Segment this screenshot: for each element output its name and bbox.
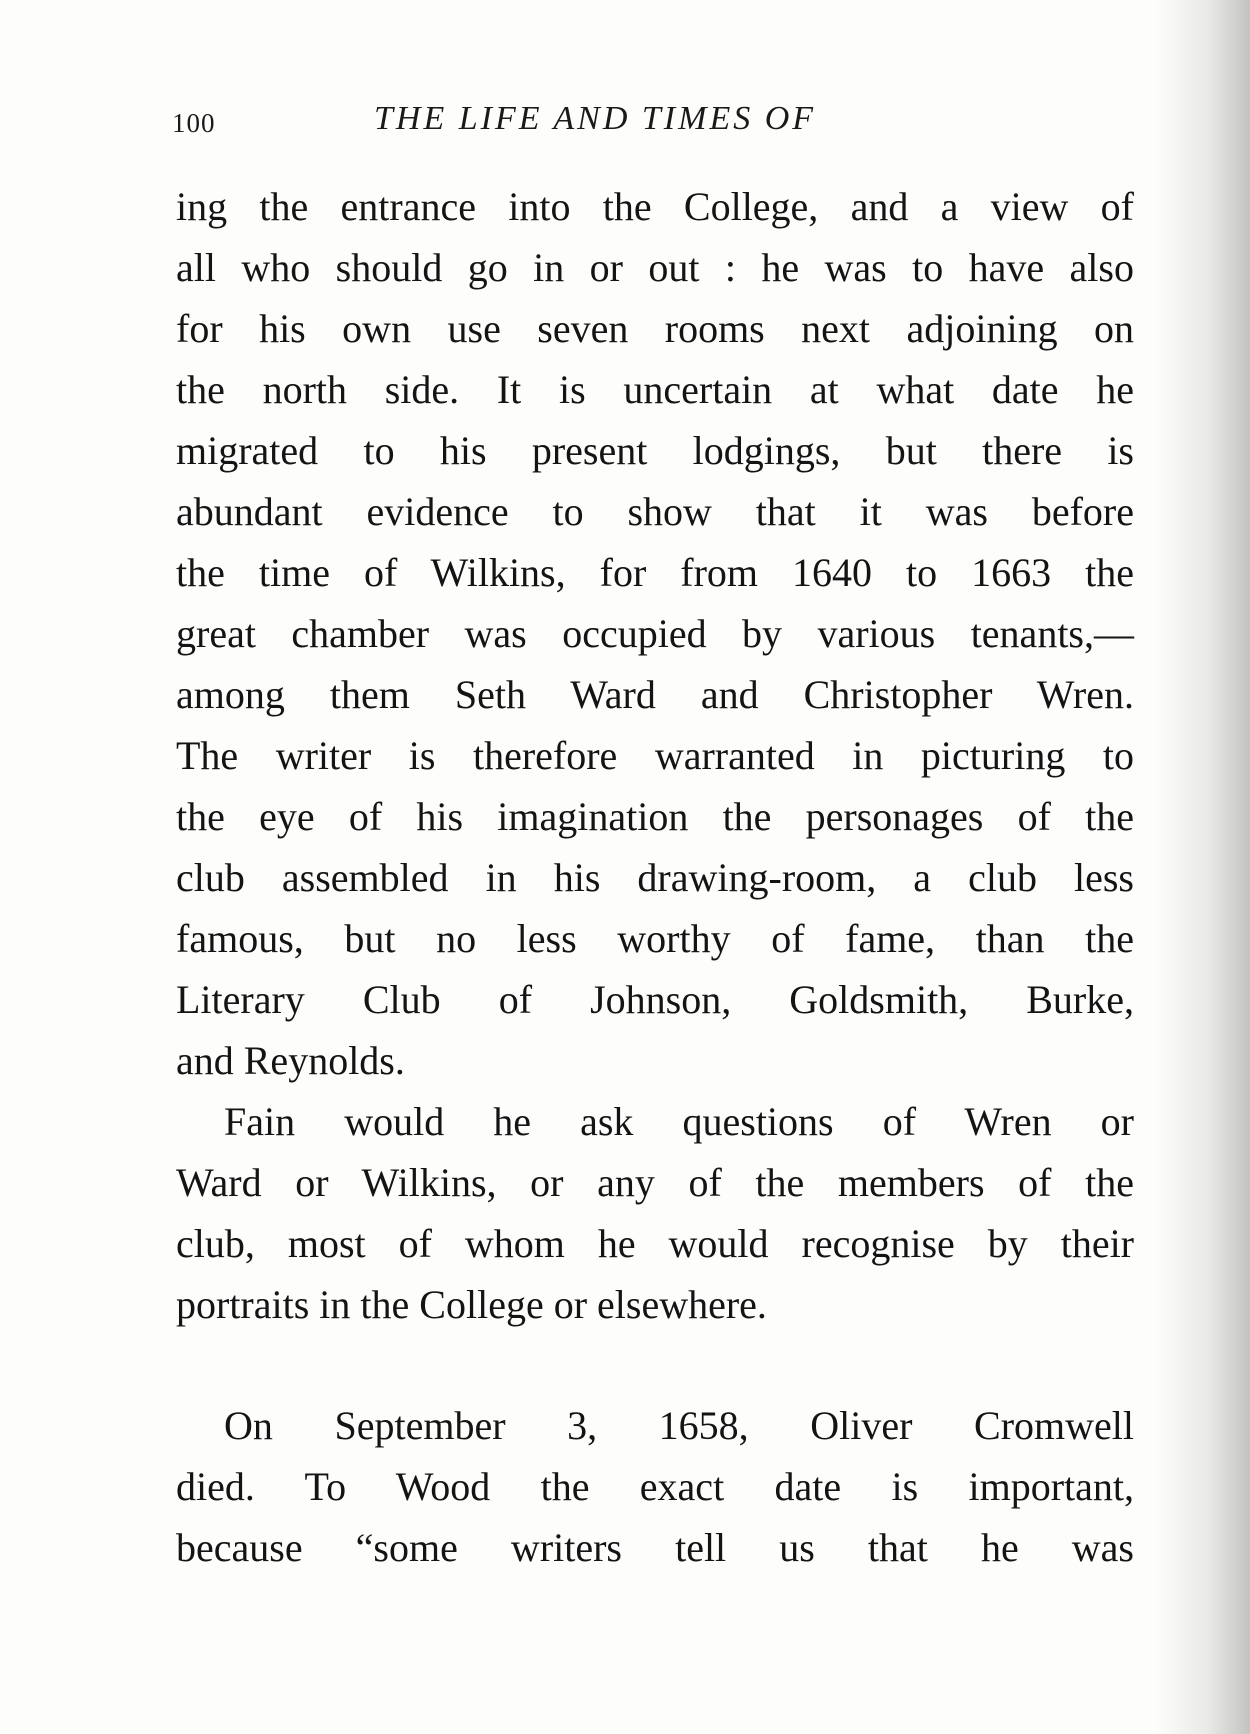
text-line: The writer is therefore warranted in picturing to <box>176 733 1134 778</box>
text-line: and Reynolds. <box>176 1038 405 1083</box>
body-text <box>176 176 1134 1578</box>
text-line: On September 3, 1658, Oliver Cromwell <box>224 1403 1134 1448</box>
text-line: club, most of whom he would recognise by their <box>176 1221 1134 1266</box>
text-line: among them Seth Ward and Christopher Wren. <box>176 672 1134 717</box>
text-line: migrated to his present lodgings, but there is <box>176 428 1134 473</box>
text-line: Ward or Wilkins, or any of the members of the <box>176 1160 1134 1205</box>
text-line: great chamber was occupied by various tenants,— <box>176 611 1134 656</box>
text-line: died. To Wood the exact date is important, <box>176 1464 1134 1509</box>
page-edge-shadow <box>1155 0 1250 1734</box>
text-line: the north side. It is uncertain at what date he <box>176 367 1134 412</box>
text-line: because “some writers tell us that he was <box>176 1525 1134 1570</box>
text-line: Fain would he ask questions of Wren or <box>224 1099 1134 1144</box>
text-line: the eye of his imagination the personages of the <box>176 794 1134 839</box>
text-line: abundant evidence to show that it was before <box>176 489 1134 534</box>
text-line: all who should go in or out : he was to have also <box>176 245 1134 290</box>
text-line: famous, but no less worthy of fame, than the <box>176 916 1134 961</box>
section-break <box>176 1335 1134 1395</box>
text-line: for his own use seven rooms next adjoining on <box>176 306 1134 351</box>
paragraph-2 <box>176 1091 1134 1335</box>
text-line: portraits in the College or elsewhere. <box>176 1282 767 1327</box>
text-line: ing the entrance into the College, and a view of <box>176 184 1134 229</box>
page-number: 100 <box>172 108 216 138</box>
text-line: Literary Club of Johnson, Goldsmith, Burke, <box>176 977 1134 1022</box>
text-line: club assembled in his drawing-room, a club less <box>176 855 1134 900</box>
page-header <box>172 100 1132 160</box>
paragraph-3 <box>176 1395 1134 1578</box>
text-line: the time of Wilkins, for from 1640 to 1663 the <box>176 550 1134 595</box>
running-head: THE LIFE AND TIMES OF <box>374 100 817 137</box>
paragraph-1 <box>176 176 1134 1091</box>
